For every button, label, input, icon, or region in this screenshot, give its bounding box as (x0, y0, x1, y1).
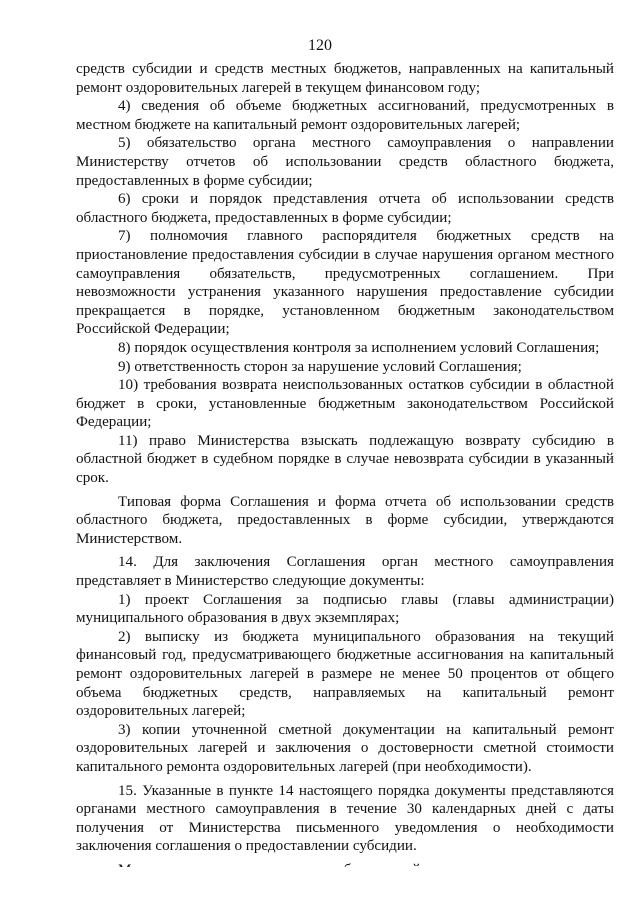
paragraph-doc-2: 2) выписку из бюджета муниципального образования на текущий финансовый год, предусматривающего бюджетные ассигнования на капитальный ремонт оздоровительных лагерей в размере не менее 50 процентов от общего объема бюджетных средств, направляемых на капитальный ремонт оздоровительных лагерей; (76, 628, 614, 720)
paragraph-item-10: 10) требования возврата неиспользованных остатков субсидии в областной бюджет в сроки, установленные бюджетным законодательством Российской Федерации; (76, 377, 614, 431)
paragraph-doc-1: 1) проект Соглашения за подписью главы (главы администрации) муниципального образования в двух экземплярах; (76, 591, 614, 627)
paragraph-item-4: 4) сведения об объеме бюджетных ассигнований, предусмотренных в местном бюджете на капитальный ремонт оздоровительных лагерей; (76, 98, 614, 133)
page-number: 120 (308, 37, 332, 54)
paragraph-section-15: 15. Указанные в пункте 14 настоящего порядка документы представляются органами местного самоуправления в течение 30 календарных дней с даты получения от Министерства письменного уведомления о необходимости заключения соглашения о предоставлении субсидии. (76, 782, 614, 855)
paragraph-item-7: 7) полномочия главного распорядителя бюджетных средств на приостановление предоставления субсидии в случае нарушения органом местного самоуправления обязательств, предусмотренных соглашением. При невозможности устранения указанного нарушения предоставление субсидии прекращается в порядке, установленном бюджетным законодательством Российской Федерации; (76, 228, 614, 338)
paragraph-section-14: 14. Для заключения Соглашения орган местного самоуправления представляет в Министерство следующие документы: (76, 554, 614, 590)
page-bottom-margin (0, 867, 640, 905)
paragraph-continuation: средств субсидии и средств местных бюджетов, направленных на капитальный ремонт оздоровительных лагерей в текущем финансовом году; (76, 61, 614, 96)
paragraph-item-5: 5) обязательство органа местного самоуправления о направлении Министерству отчетов об использовании средств областного бюджета, предоставленных в форме субсидии; (76, 135, 614, 189)
paragraph-doc-3: 3) копии уточненной сметной документации на капитальный ремонт оздоровительных лагерей и заключения о достоверности сметной стоимости капитального ремонта оздоровительных лагерей (при необходимости). (76, 721, 614, 775)
paragraph-typical-form: Типовая форма Соглашения и форма отчета об использовании средств областного бюджета, предоставленных в форме субсидии, утверждаются Министерством. (76, 493, 614, 547)
paragraph-item-6: 6) сроки и порядок представления отчета об использовании средств областного бюджета, предоставленных в форме субсидии; (76, 191, 614, 226)
paragraph-item-11: 11) право Министерства взыскать подлежащую возврату субсидию в областной бюджет в судебном порядке в случае невозврата субсидии в указанный срок. (76, 432, 614, 487)
paragraph-item-9: 9) ответственность сторон за нарушение условий Соглашения; (118, 358, 522, 375)
paragraph-item-8: 8) порядок осуществления контроля за исполнением условий Соглашения; (118, 339, 600, 356)
document-body (76, 60, 614, 898)
